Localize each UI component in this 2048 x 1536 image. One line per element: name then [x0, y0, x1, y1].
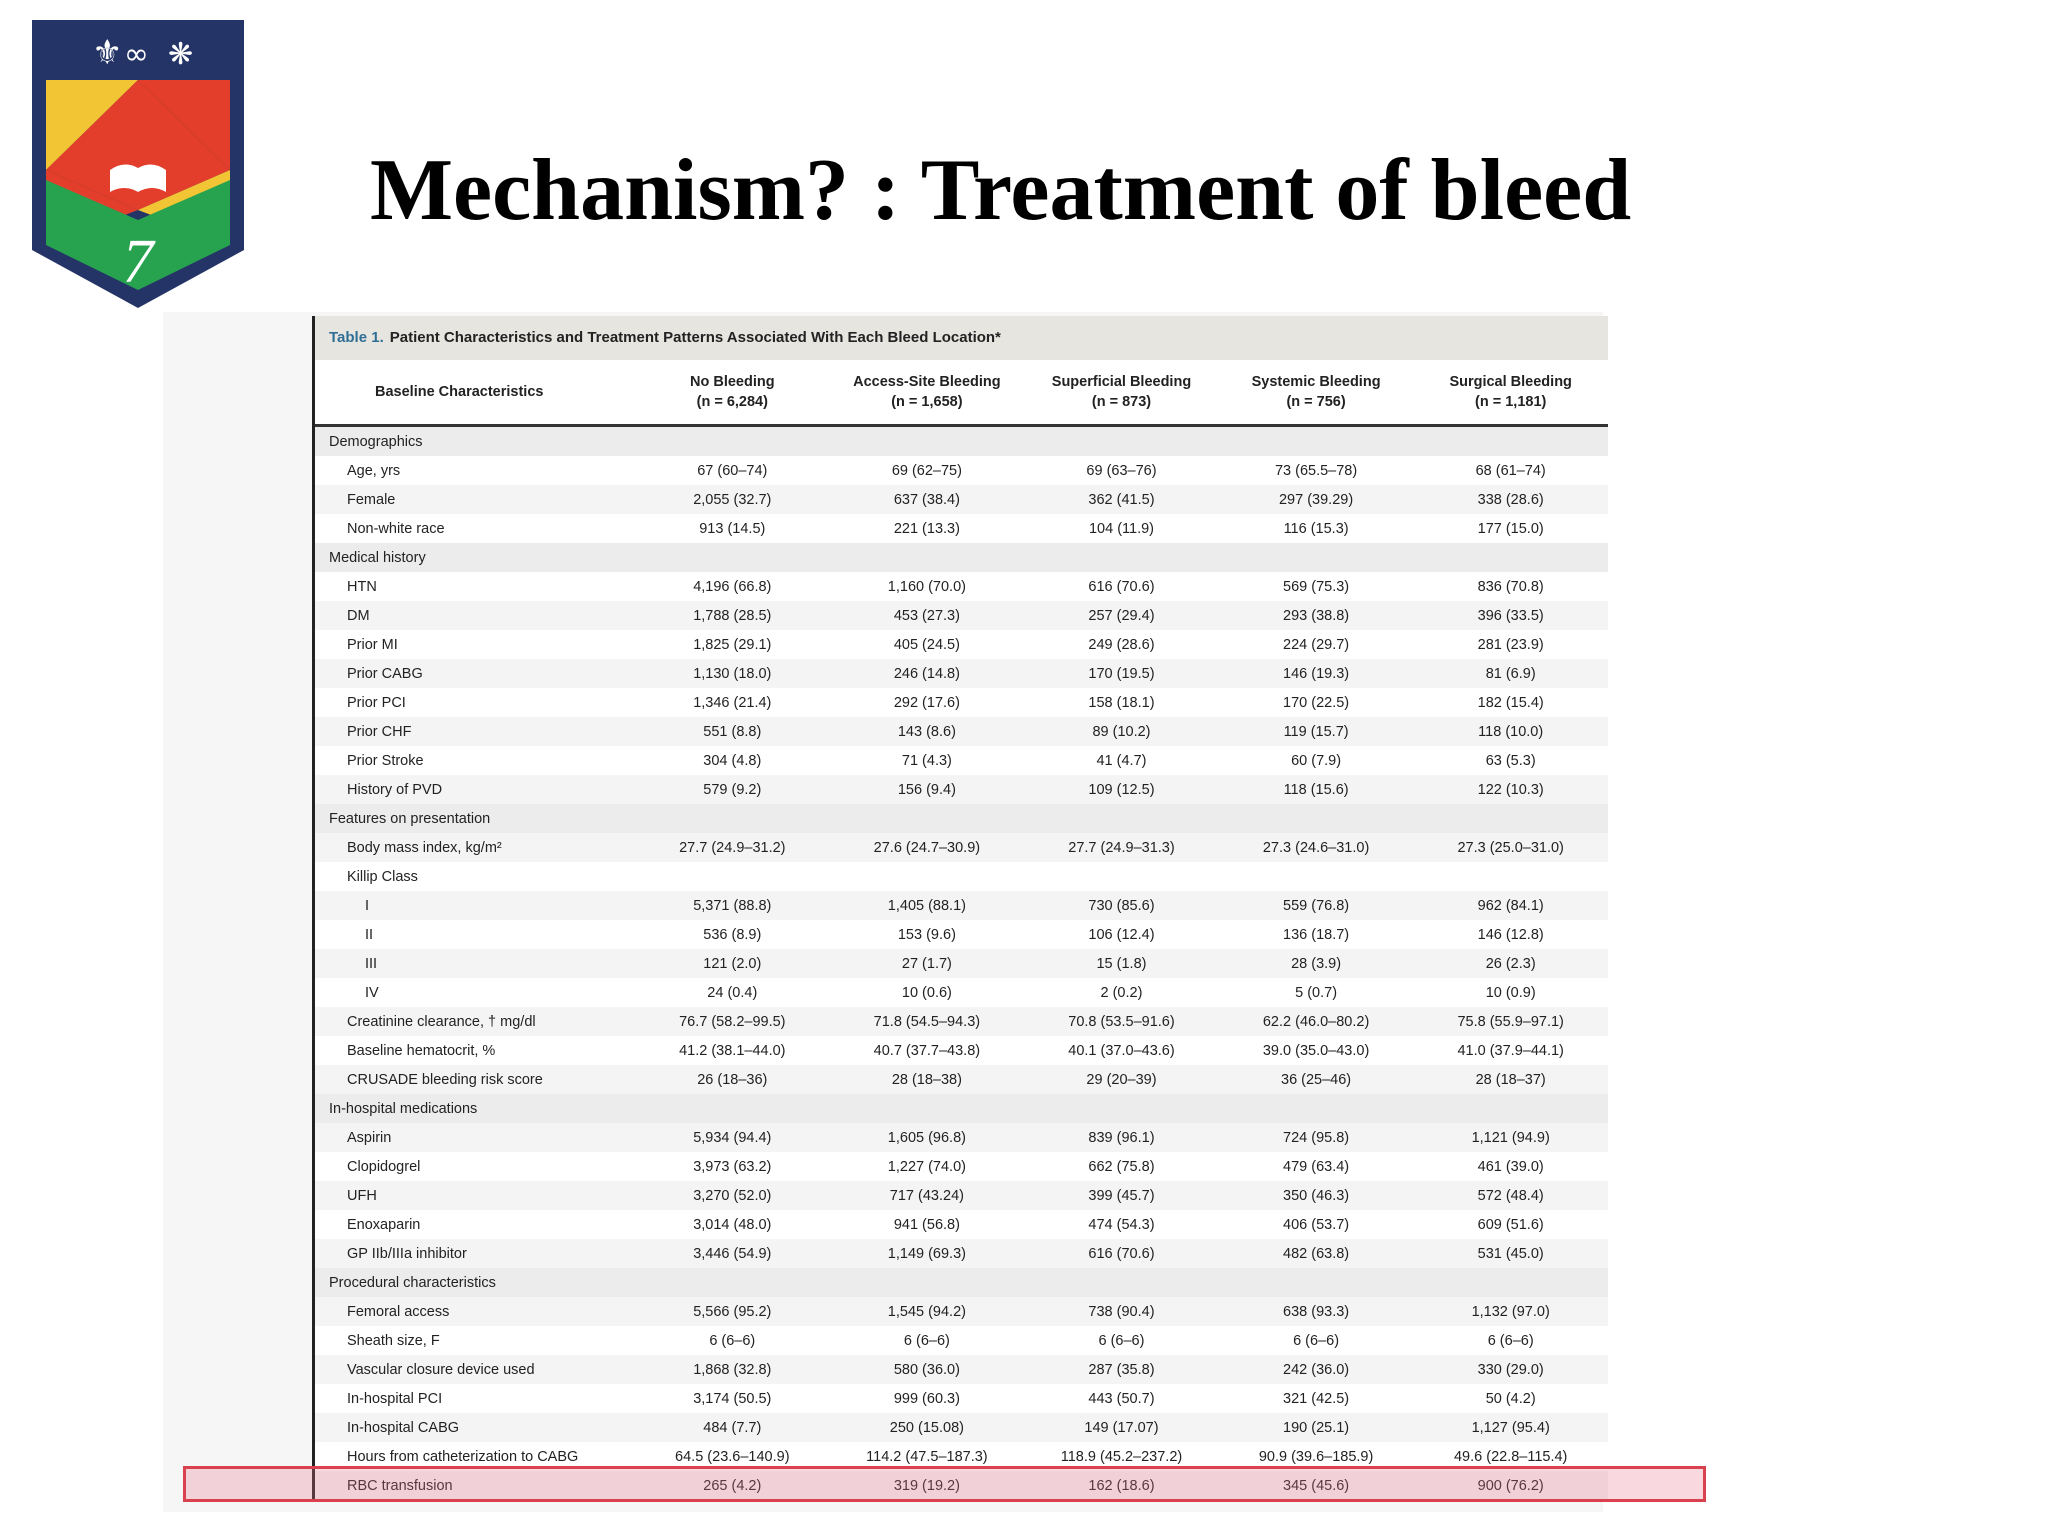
table-cell: 3,270 (52.0): [635, 1181, 830, 1210]
table-cell: 119 (15.7): [1219, 717, 1414, 746]
table-row: [315, 1297, 1608, 1326]
table-cell: 405 (24.5): [893, 636, 960, 653]
table-row: [315, 833, 1608, 862]
table-cell: [1413, 862, 1608, 891]
table-cell: 531 (45.0): [1413, 1239, 1608, 1268]
table-cell: 190 (25.1): [1219, 1413, 1414, 1442]
rbc-transfusion-highlight: [183, 1466, 1706, 1502]
table-cell: 3,446 (54.9): [635, 1239, 830, 1268]
table-cell: 399 (45.7): [1024, 1181, 1219, 1210]
table-cell: 249 (28.6): [1088, 636, 1155, 653]
table-cell: [1024, 862, 1219, 891]
table-cell: 579 (9.2): [635, 775, 830, 804]
table-cell: 40.7 (37.7–43.8): [873, 1042, 981, 1059]
table-cell: 27.3 (24.6–31.0): [1219, 833, 1414, 862]
table-cell: 75.8 (55.9–97.1): [1413, 1007, 1608, 1036]
table-row: [315, 572, 1608, 601]
table-row: [315, 485, 1608, 514]
crest-digit: 7: [122, 228, 154, 296]
table-cell: 941 (56.8): [893, 1216, 960, 1233]
table-cell: 1,788 (28.5): [635, 601, 830, 630]
table-cell: 26 (2.3): [1413, 949, 1608, 978]
table-row: [315, 659, 1608, 688]
table-cell: 839 (96.1): [1024, 1123, 1219, 1152]
table-cell: 27 (1.7): [830, 949, 1025, 978]
table-cell: 136 (18.7): [1283, 926, 1350, 943]
row-label: III: [315, 949, 635, 978]
table-cell: 69 (63–76): [1086, 462, 1157, 479]
table-cell: 1,127 (95.4): [1413, 1413, 1608, 1442]
table-cell: 250 (15.08): [830, 1413, 1025, 1442]
table-caption-text: Patient Characteristics and Treatment Patterns Associated With Each Bleed Location*: [389, 329, 1001, 346]
table-cell: 146 (12.8): [1477, 926, 1544, 943]
table-cell: 76.7 (58.2–99.5): [635, 1007, 830, 1036]
table-cell: 5,371 (88.8): [635, 891, 830, 920]
table-cell: 246 (14.8): [830, 659, 1025, 688]
table-cell: 26 (18–36): [635, 1065, 830, 1094]
table-cell: 64.5 (23.6–140.9): [675, 1448, 790, 1465]
row-label: Aspirin: [315, 1123, 635, 1152]
table-row: [315, 630, 1608, 659]
table-cell: 28 (18–38): [830, 1065, 1025, 1094]
table-cell: [635, 862, 830, 891]
table-cell: 5,566 (95.2): [635, 1297, 830, 1326]
table-cell: 1,132 (97.0): [1413, 1297, 1608, 1326]
row-label: Prior CABG: [315, 659, 635, 688]
table-cell: 1,160 (70.0): [887, 578, 966, 595]
table-cell: 482 (63.8): [1219, 1239, 1414, 1268]
section-label: Features on presentation: [315, 804, 1608, 833]
table-caption-number: Table 1.: [329, 329, 384, 346]
table-cell: 350 (46.3): [1219, 1181, 1414, 1210]
table-cell: 27.3 (25.0–31.0): [1413, 833, 1608, 862]
table-cell: 10 (0.9): [1485, 984, 1536, 1001]
column-header: Systemic Bleeding (n = 756): [1219, 360, 1414, 426]
table-cell: 319 (19.2): [830, 1471, 1025, 1500]
table-cell: 41 (4.7): [1096, 752, 1147, 769]
table-cell: 257 (29.4): [1024, 601, 1219, 630]
table-cell: 962 (84.1): [1413, 891, 1608, 920]
table-cell: 297 (39.29): [1219, 485, 1414, 514]
table-row: [315, 1326, 1608, 1355]
table-cell: 2,055 (32.7): [635, 485, 830, 514]
table-cell: 149 (17.07): [1024, 1413, 1219, 1442]
table-cell: 182 (15.4): [1477, 694, 1544, 711]
table-cell: 321 (42.5): [1283, 1390, 1350, 1407]
row-label: Creatinine clearance, † mg/dl: [315, 1007, 635, 1036]
table-cell: 616 (70.6): [1024, 1239, 1219, 1268]
table-cell: 60 (7.9): [1291, 752, 1342, 769]
row-label: Non-white race: [347, 520, 445, 537]
table-row: [315, 1355, 1608, 1384]
svg-text:∞: ∞: [124, 37, 149, 72]
table-row: [315, 1210, 1608, 1239]
table-cell: 156 (9.4): [830, 775, 1025, 804]
table-cell: 71 (4.3): [901, 752, 952, 769]
table-row: [315, 456, 1608, 485]
table-cell: 1,545 (94.2): [830, 1297, 1025, 1326]
table-section-row: [315, 543, 1608, 572]
table-cell: 717 (43.24): [830, 1181, 1025, 1210]
row-label: History of PVD: [315, 775, 635, 804]
table-cell: 143 (8.6): [830, 717, 1025, 746]
column-header: Superficial Bleeding (n = 873): [1024, 360, 1219, 426]
row-label: Prior PCI: [347, 694, 406, 711]
column-header: Access-Site Bleeding (n = 1,658): [830, 360, 1025, 426]
table-cell: 1,405 (88.1): [830, 891, 1025, 920]
table-row: [315, 949, 1608, 978]
table-cell: 63 (5.3): [1485, 752, 1536, 769]
table-cell: 461 (39.0): [1477, 1158, 1544, 1175]
table-cell: 68 (61–74): [1475, 462, 1546, 479]
table-cell: 5,934 (94.4): [635, 1123, 830, 1152]
table-row: [315, 1065, 1608, 1094]
table-cell: 738 (90.4): [1024, 1297, 1219, 1326]
table-cell: 6 (6–6): [709, 1332, 756, 1349]
table-row: [315, 514, 1608, 543]
table-cell: 609 (51.6): [1477, 1216, 1544, 1233]
table-cell: 158 (18.1): [1088, 694, 1155, 711]
table-cell: 638 (93.3): [1219, 1297, 1414, 1326]
table-cell: 1,605 (96.8): [830, 1123, 1025, 1152]
table-cell: 999 (60.3): [893, 1390, 960, 1407]
table-row: [315, 862, 1608, 891]
table-cell: 1,121 (94.9): [1413, 1123, 1608, 1152]
table-row: [315, 1181, 1608, 1210]
table-cell: 1,130 (18.0): [635, 659, 830, 688]
row-label: Prior CHF: [315, 717, 635, 746]
row-label: Killip Class: [347, 868, 418, 885]
table-cell: 24 (0.4): [707, 984, 758, 1001]
table-cell: 36 (25–46): [1219, 1065, 1414, 1094]
row-label: Vascular closure device used: [315, 1355, 635, 1384]
table-cell: 900 (76.2): [1413, 1471, 1608, 1500]
table-cell: 27.7 (24.9–31.2): [635, 833, 830, 862]
table-cell: 616 (70.6): [1088, 578, 1155, 595]
table-cell: 10 (0.6): [901, 984, 952, 1001]
table-cell: 29 (20–39): [1024, 1065, 1219, 1094]
table-cell: 242 (36.0): [1219, 1355, 1414, 1384]
university-crest-logo: [32, 20, 244, 308]
table-row: [315, 1152, 1608, 1181]
table-cell: 221 (13.3): [893, 520, 960, 537]
table-section-row: [315, 1094, 1608, 1123]
table-row: [315, 1384, 1608, 1413]
table-cell: 662 (75.8): [1088, 1158, 1155, 1175]
row-label: Enoxaparin: [347, 1216, 421, 1233]
table-section-row: [315, 1268, 1608, 1297]
table-cell: 479 (63.4): [1283, 1158, 1350, 1175]
slide-title: Mechanism? : Treatment of bleed: [370, 142, 1632, 239]
table-cell: 293 (38.8): [1219, 601, 1414, 630]
table-cell: 5 (0.7): [1295, 984, 1338, 1001]
table-cell: 1,868 (32.8): [635, 1355, 830, 1384]
table-cell: 146 (19.3): [1219, 659, 1414, 688]
table-cell: 572 (48.4): [1413, 1181, 1608, 1210]
table-cell: 121 (2.0): [635, 949, 830, 978]
table-cell: 89 (10.2): [1024, 717, 1219, 746]
row-label: CRUSADE bleeding risk score: [315, 1065, 635, 1094]
table-cell: 836 (70.8): [1477, 578, 1544, 595]
table-row: [315, 1036, 1608, 1065]
row-label: Clopidogrel: [347, 1158, 421, 1175]
table-cell: 122 (10.3): [1413, 775, 1608, 804]
table-cell: 1,227 (74.0): [887, 1158, 966, 1175]
table-cell: 3,174 (50.5): [693, 1390, 772, 1407]
table-cell: 330 (29.0): [1413, 1355, 1608, 1384]
table-cell: 153 (9.6): [897, 926, 956, 943]
row-label: I: [315, 891, 635, 920]
table-cell: 28 (3.9): [1219, 949, 1414, 978]
table-cell: 6 (6–6): [903, 1332, 950, 1349]
row-label: UFH: [315, 1181, 635, 1210]
table-cell: 118 (15.6): [1219, 775, 1414, 804]
table-cell: 345 (45.6): [1219, 1471, 1414, 1500]
row-label: In-hospital PCI: [347, 1390, 443, 1407]
row-label: GP IIb/IIIa inhibitor: [315, 1239, 635, 1268]
table-cell: 27.7 (24.9–31.3): [1024, 833, 1219, 862]
table-cell: 484 (7.7): [635, 1413, 830, 1442]
table-cell: 81 (6.9): [1413, 659, 1608, 688]
table-cell: 406 (53.7): [1283, 1216, 1350, 1233]
table-row: [315, 978, 1608, 1007]
table-row: [315, 1123, 1608, 1152]
table-cell: 569 (75.3): [1283, 578, 1350, 595]
row-label: Femoral access: [315, 1297, 635, 1326]
row-label: DM: [315, 601, 635, 630]
table-cell: 170 (19.5): [1024, 659, 1219, 688]
row-label: Age, yrs: [347, 462, 401, 479]
table-cell: 41.0 (37.9–44.1): [1457, 1042, 1564, 1059]
table-section-row: [315, 804, 1608, 833]
table-cell: 338 (28.6): [1413, 485, 1608, 514]
svg-text:⚜: ⚜: [92, 33, 123, 73]
table-row: [315, 717, 1608, 746]
table-cell: 28 (18–37): [1413, 1065, 1608, 1094]
table-cell: 27.6 (24.7–30.9): [830, 833, 1025, 862]
table-caption: [315, 316, 1608, 360]
row-label: Prior Stroke: [347, 752, 424, 769]
table-cell: 292 (17.6): [893, 694, 960, 711]
table-row: [315, 688, 1608, 717]
table-cell: 2 (0.2): [1100, 984, 1143, 1001]
section-label: Demographics: [315, 426, 1608, 457]
table-row: [315, 1413, 1608, 1442]
row-label: IV: [365, 984, 379, 1001]
table-row: [315, 891, 1608, 920]
table-cell: 15 (1.8): [1024, 949, 1219, 978]
table-cell: [830, 862, 1025, 891]
table-cell: 69 (62–75): [891, 462, 962, 479]
table-cell: 114.2 (47.5–187.3): [866, 1448, 988, 1465]
table-cell: 1,825 (29.1): [693, 636, 772, 653]
table-row: [315, 601, 1608, 630]
table-cell: 559 (76.8): [1219, 891, 1414, 920]
row-label: HTN: [347, 578, 377, 595]
row-label: Prior MI: [347, 636, 398, 653]
column-header: No Bleeding (n = 6,284): [635, 360, 830, 426]
table-cell: 170 (22.5): [1283, 694, 1350, 711]
row-label: Hours from catheterization to CABG: [347, 1448, 579, 1465]
table-cell: 1,346 (21.4): [693, 694, 772, 711]
table-cell: 730 (85.6): [1024, 891, 1219, 920]
table-cell: 39.0 (35.0–43.0): [1262, 1042, 1370, 1059]
table-header-row: [315, 360, 1608, 426]
table-body: [315, 426, 1608, 1501]
table-cell: 41.2 (38.1–44.0): [679, 1042, 786, 1059]
table-row: [315, 920, 1608, 949]
table-row: [315, 1239, 1608, 1268]
table-cell: 106 (12.4): [1088, 926, 1155, 943]
svg-text:❋: ❋: [168, 37, 194, 72]
table-cell: 281 (23.9): [1477, 636, 1544, 653]
table-cell: 474 (54.3): [1088, 1216, 1155, 1233]
table-cell: 116 (15.3): [1283, 520, 1349, 537]
table-cell: 40.1 (37.0–43.6): [1068, 1042, 1175, 1059]
table-cell: 304 (4.8): [703, 752, 762, 769]
row-label: Sheath size, F: [347, 1332, 440, 1349]
table-row: [315, 746, 1608, 775]
table-cell: 62.2 (46.0–80.2): [1219, 1007, 1414, 1036]
row-label: Baseline hematocrit, %: [347, 1042, 496, 1059]
table-cell: 724 (95.8): [1219, 1123, 1414, 1152]
table-cell: 177 (15.0): [1477, 520, 1544, 537]
data-table-container: [312, 316, 1608, 1502]
row-label: Female: [315, 485, 635, 514]
table-cell: 287 (35.8): [1024, 1355, 1219, 1384]
table-cell: 3,014 (48.0): [693, 1216, 772, 1233]
table-cell: 49.6 (22.8–115.4): [1453, 1448, 1568, 1465]
table-cell: 162 (18.6): [1024, 1471, 1219, 1500]
table-cell: 6 (6–6): [1487, 1332, 1534, 1349]
row-label: RBC transfusion: [315, 1471, 635, 1500]
table-section-row: [315, 426, 1608, 457]
table-cell: 109 (12.5): [1024, 775, 1219, 804]
table-cell: 73 (65.5–78): [1274, 462, 1358, 479]
table-cell: 362 (41.5): [1024, 485, 1219, 514]
column-header: Baseline Characteristics: [315, 360, 635, 426]
table-cell: 580 (36.0): [830, 1355, 1025, 1384]
table-cell: 443 (50.7): [1088, 1390, 1155, 1407]
table-cell: 551 (8.8): [635, 717, 830, 746]
table-cell: [1219, 862, 1414, 891]
row-label: In-hospital CABG: [315, 1413, 635, 1442]
table-cell: 224 (29.7): [1283, 636, 1350, 653]
table-cell: 6 (6–6): [1293, 1332, 1340, 1349]
table-cell: 637 (38.4): [830, 485, 1025, 514]
row-label: Body mass index, kg/m²: [315, 833, 635, 862]
table-cell: 104 (11.9): [1088, 520, 1154, 537]
table-row: [315, 775, 1608, 804]
table-cell: 396 (33.5): [1413, 601, 1608, 630]
table-row: [315, 1007, 1608, 1036]
table-cell: 3,973 (63.2): [693, 1158, 772, 1175]
row-label: II: [365, 926, 374, 943]
table-cell: 90.9 (39.6–185.9): [1258, 1448, 1374, 1465]
table-cell: 6 (6–6): [1098, 1332, 1145, 1349]
table-cell: 71.8 (54.5–94.3): [830, 1007, 1025, 1036]
patient-characteristics-table: [315, 360, 1608, 1500]
column-header: Surgical Bleeding (n = 1,181): [1413, 360, 1608, 426]
section-label: Medical history: [315, 543, 1608, 572]
table-cell: 913 (14.5): [699, 520, 766, 537]
table-cell: 118 (10.0): [1413, 717, 1608, 746]
table-cell: 1,149 (69.3): [830, 1239, 1025, 1268]
table-cell: 118.9 (45.2–237.2): [1060, 1448, 1183, 1465]
section-label: Procedural characteristics: [315, 1268, 1608, 1297]
table-cell: 4,196 (66.8): [693, 578, 772, 595]
table-cell: 50 (4.2): [1485, 1390, 1536, 1407]
table-cell: 265 (4.2): [635, 1471, 830, 1500]
table-cell: 70.8 (53.5–91.6): [1024, 1007, 1219, 1036]
section-label: In-hospital medications: [315, 1094, 1608, 1123]
table-cell: 67 (60–74): [697, 462, 768, 479]
table-cell: 453 (27.3): [830, 601, 1025, 630]
table-cell: 536 (8.9): [703, 926, 762, 943]
